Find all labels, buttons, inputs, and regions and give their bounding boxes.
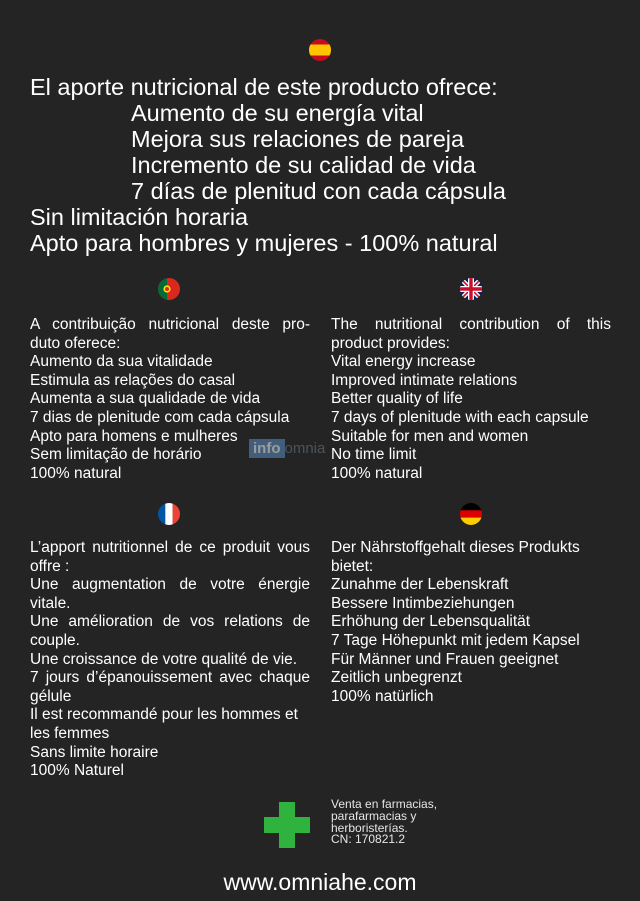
french-benefit: Une croissance de votre qualité de vie.	[30, 650, 298, 668]
english-intro: The nutritional contribution of this	[331, 316, 611, 333]
flag-spain-icon	[309, 39, 331, 61]
english-benefit: Vital energy increase	[331, 353, 476, 371]
flag-france-icon	[158, 503, 180, 525]
product-code: CN: 170821.2	[331, 832, 406, 847]
french-benefit: Il est recommandé pour les hommes et les femmes	[30, 706, 298, 742]
pharmacy-line: parafarmacias y	[331, 808, 417, 823]
german-benefit: Bessere Intimbeziehungen	[331, 594, 515, 612]
portuguese-benefit: Aumenta a sua qualidade de vida	[30, 390, 261, 408]
spanish-benefit: 7 días de plenitud con cada cápsula	[131, 178, 506, 204]
french-intro: offre :	[30, 557, 70, 575]
english-benefit: Better quality of life	[331, 390, 463, 408]
english-section	[331, 316, 611, 483]
portuguese-benefit: Aumento da sua vitalidade	[30, 353, 213, 371]
portuguese-benefit: Sem limitação de horário	[30, 446, 202, 464]
german-benefit: 7 Tage Höhepunkt mit jedem Kapsel	[331, 631, 580, 649]
pharmacy-line: herboristerías.	[331, 820, 408, 835]
english-benefit: Suitable for men and women	[331, 427, 529, 445]
german-intro: Der Nährstoffgehalt dieses Produkts	[331, 539, 580, 556]
flag-uk-icon	[460, 278, 482, 300]
portuguese-benefit: Apto para homens e mulheres	[30, 427, 238, 445]
english-intro: product provides:	[331, 334, 450, 352]
portuguese-section	[30, 316, 310, 483]
german-benefit: Zeitlich unbegrenzt	[331, 669, 462, 687]
spanish-benefit: Mejora sus relaciones de pareja	[131, 126, 465, 152]
german-benefit: 100% natürlich	[331, 687, 434, 705]
english-benefit: Improved intimate relations	[331, 371, 518, 389]
pharmacy-cross-icon	[264, 802, 310, 848]
french-benefit: Une amélioration de vos relations de couple.	[30, 613, 310, 649]
portuguese-intro: A contribuição nutricional deste pro-	[30, 316, 310, 333]
french-benefit: 7 jours d’épanouissement avec chaque gélule	[30, 669, 310, 705]
german-benefit: Erhöhung der Lebensqualität	[331, 613, 531, 631]
french-intro: L’apport nutritionnel de ce produit vous	[30, 539, 310, 556]
french-benefit: 100% Naturel	[30, 762, 124, 780]
pharmacy-line: Venta en farmacias,	[331, 797, 438, 811]
spanish-suitable: Apto para hombres y mujeres - 100% natural	[30, 230, 498, 256]
english-benefit: No time limit	[331, 446, 417, 464]
french-benefit: Sans limite horaire	[30, 743, 159, 761]
spanish-benefit: Incremento de su calidad de vida	[131, 152, 476, 178]
portuguese-benefit: 100% natural	[30, 464, 122, 482]
portuguese-benefit: 7 dias de plenitude com cada cápsula	[30, 408, 290, 426]
french-section	[30, 539, 310, 781]
portuguese-intro: duto oferece:	[30, 334, 121, 352]
flag-portugal-icon	[158, 278, 180, 300]
french-benefit: Une augmentation de votre énergie vitale.	[30, 576, 310, 612]
spanish-no-time-limit: Sin limitación horaria	[30, 204, 249, 230]
german-section	[331, 539, 611, 706]
german-intro: bietet:	[331, 557, 374, 575]
spanish-intro: El aporte nutricional de este producto ofrece:	[30, 74, 498, 100]
flag-germany-icon	[460, 503, 482, 525]
english-benefit: 100% natural	[331, 464, 423, 482]
spanish-section	[30, 74, 630, 256]
english-benefit: 7 days of plenitude with each capsule	[331, 408, 589, 426]
pharmacy-info	[331, 799, 437, 846]
website-link[interactable]: www.omniahe.com	[223, 869, 417, 895]
watermark-logo: info omnia	[249, 440, 325, 457]
german-benefit: Zunahme der Lebenskraft	[331, 576, 509, 594]
german-benefit: Für Männer und Frauen geeignet	[331, 650, 559, 668]
spanish-benefit: Aumento de su energía vital	[131, 100, 424, 126]
portuguese-benefit: Estimula as relações do casal	[30, 371, 236, 389]
